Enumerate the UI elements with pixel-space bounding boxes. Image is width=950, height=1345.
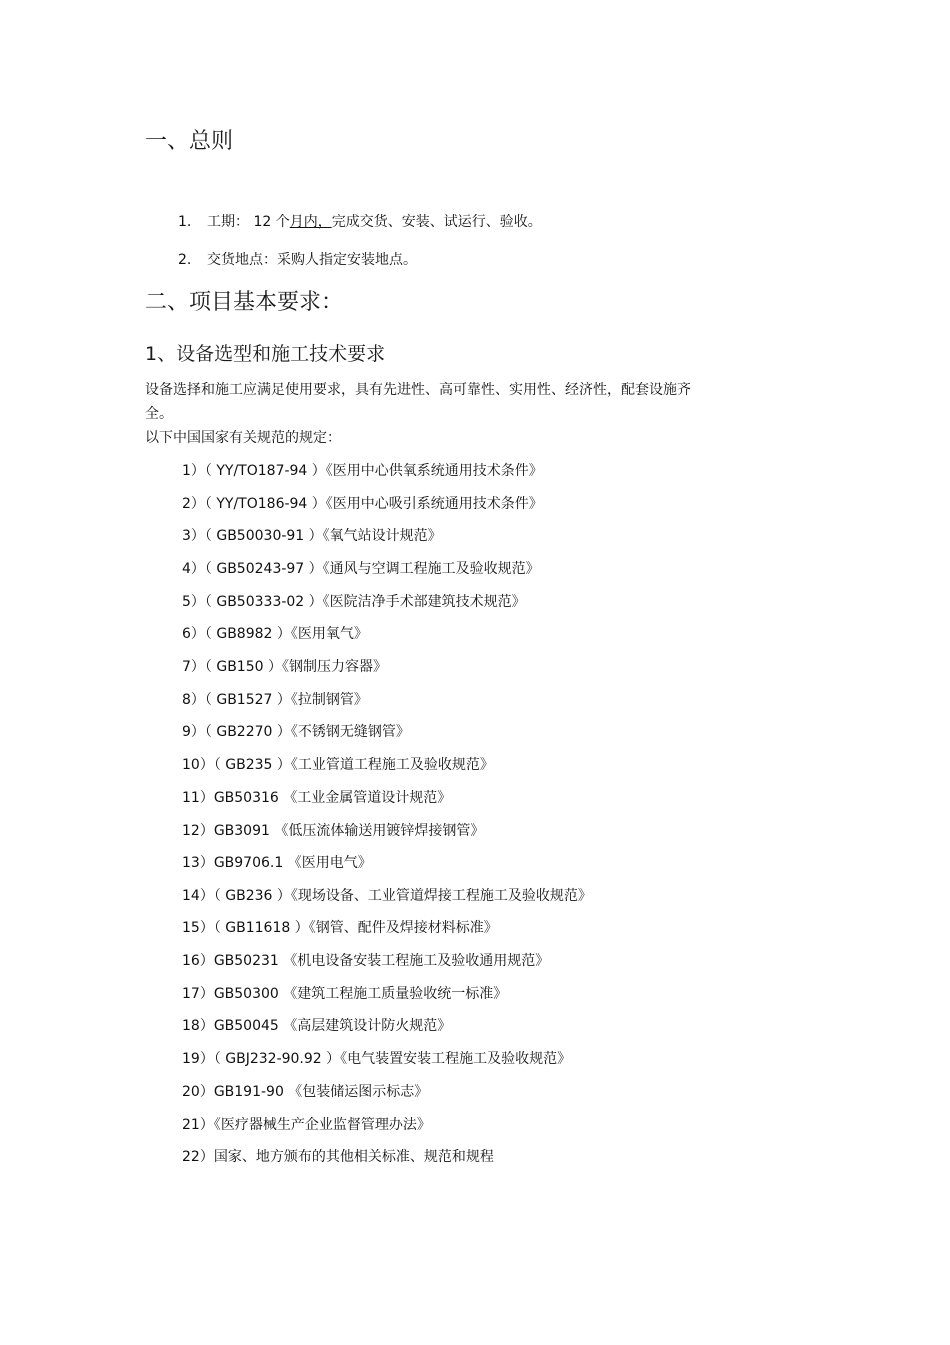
reference-item: 9）（ GB2270 ）《不锈钢无缝钢管》 <box>182 724 410 740</box>
reference-item: 15）（ GB11618 ）《钢管、配件及焊接材料标准》 <box>182 920 498 936</box>
reference-item: 13）GB9706.1 《医用电气》 <box>182 855 372 871</box>
section-heading-requirements: 二、项目基本要求： <box>145 290 344 315</box>
section-heading-general: 一、总则 <box>145 129 234 154</box>
reference-item: 18）GB50045 《高层建筑设计防火规范》 <box>182 1018 452 1034</box>
intro-paragraph-line-2: 全。 <box>145 406 173 422</box>
reference-item: 2）（ YY/TO186-94 ）《医用中心吸引系统通用技术条件》 <box>182 496 543 512</box>
reference-item: 21）《医疗器械生产企业监督管理办法》 <box>182 1117 431 1133</box>
reference-item: 3）（ GB50030-91 ）《氧气站设计规范》 <box>182 528 442 544</box>
reference-item: 16）GB50231 《机电设备安装工程施工及验收通用规范》 <box>182 953 550 969</box>
list-text <box>207 212 542 232</box>
reference-item: 4）（ GB50243-97 ）《通风与空调工程施工及验收规范》 <box>182 561 540 577</box>
list-text: 交货地点：采购人指定安装地点。 <box>207 252 417 268</box>
general-item-2 <box>178 250 598 270</box>
general-item-1 <box>178 212 598 232</box>
list-text-part: 完成交货、安装、试运行、验收。 <box>331 214 542 230</box>
reference-item: 20）GB191-90 《包装储运图示标志》 <box>182 1084 429 1100</box>
reference-item: 7）（ GB150 ）《钢制压力容器》 <box>182 659 387 675</box>
reference-item: 5）（ GB50333-02 ）《医院洁净手术部建筑技术规范》 <box>182 594 526 610</box>
reference-item: 17）GB50300 《建筑工程施工质量验收统一标准》 <box>182 986 508 1002</box>
reference-item: 22）国家、地方颁布的其他相关标准、规范和规程 <box>182 1149 494 1165</box>
list-text-part: 工期： 12 个 <box>207 214 290 230</box>
reference-item: 19）（ GBJ232-90.92 ）《电气装置安装工程施工及验收规范》 <box>182 1051 572 1067</box>
reference-item: 14）（ GB236 ）《现场设备、工业管道焊接工程施工及验收规范》 <box>182 888 592 904</box>
reference-item: 11）GB50316 《工业金属管道设计规范》 <box>182 790 452 806</box>
reference-item: 1）（ YY/TO187-94 ）《医用中心供氧系统通用技术条件》 <box>182 463 543 479</box>
reference-item: 8）（ GB1527 ）《拉制钢管》 <box>182 692 368 708</box>
intro-paragraph-line-1: 设备选择和施工应满足使用要求，具有先进性、高可靠性、实用性、经济性，配套设施齐 <box>145 382 691 398</box>
list-number: 1. <box>178 214 192 230</box>
reference-item: 12）GB3091 《低压流体输送用镀锌焊接钢管》 <box>182 823 485 839</box>
list-text-underlined: 月内， <box>289 214 332 230</box>
intro-paragraph-line-3: 以下中国国家有关规范的规定： <box>145 430 341 446</box>
reference-item: 6）（ GB8982 ）《医用氧气》 <box>182 626 368 642</box>
sub-heading: 1、设备选型和施工技术要求 <box>145 343 386 365</box>
list-number: 2. <box>178 252 192 268</box>
reference-item: 10）（ GB235 ）《工业管道工程施工及验收规范》 <box>182 757 494 773</box>
